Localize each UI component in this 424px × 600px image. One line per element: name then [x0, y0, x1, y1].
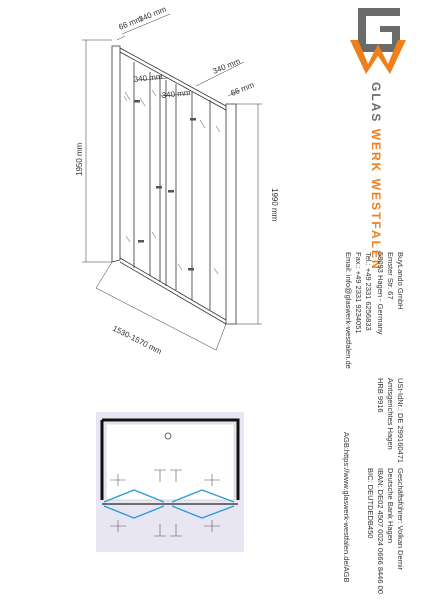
address-line-6: Email: info@glaswerk-westfalen.de [344, 252, 353, 369]
left-wall-profile [112, 46, 120, 262]
bank-line-4: BIC: DEUTDEDB450 [366, 468, 375, 539]
logo-g-shape [358, 8, 400, 52]
dim-right-panel: 340 mm [211, 56, 242, 76]
dim-mid-panel-b: 340 mm [161, 88, 191, 100]
dim-total-width: 1530-1570 mm [111, 323, 164, 357]
svg-text:GLAS WERK WESTFALEN [369, 82, 383, 271]
hinge-marks [134, 100, 196, 271]
address-line-1: BuyLando GmbH [396, 252, 405, 310]
dim-height-left: 1950 mm [75, 142, 84, 176]
top-view-inset [96, 412, 244, 552]
bank-line-3: IBAN: DE02 4507 0024 0666 8446 00 [376, 468, 385, 594]
dim-top-panel: 340 mm [137, 4, 168, 24]
agb-link[interactable]: AGB:https://www.glaswerk-westfalen.de/AGB [342, 432, 351, 583]
legal-line-3: HRB 9916 [376, 378, 385, 413]
dimension-labels [75, 5, 279, 357]
bank-line-2: Deutsche Bank Hagen [386, 468, 395, 544]
dim-left-edge: 66 mm [117, 14, 144, 32]
right-wall-profile [226, 104, 236, 324]
glaswerk-logo [350, 8, 406, 271]
address-line-3: 58093 Hagen - Germany [376, 252, 385, 335]
company-bank-block [366, 468, 405, 594]
brand-werk: WERK WESTFALEN [369, 128, 383, 271]
glass-reflections [124, 90, 220, 274]
logo-w-shape [350, 40, 406, 74]
address-line-2: Emster Str. 67 [386, 252, 395, 300]
dim-height-right: 1990 mm [270, 188, 279, 222]
address-line-4: Tel.: +49 2331 6256833 [364, 252, 373, 331]
legal-line-1: USt-IdNr.: DE 299160471 [396, 378, 405, 464]
dim-right-edge: 66 mm [229, 80, 256, 98]
brand-glas: GLAS [369, 82, 383, 124]
bank-line-1: Geschäftsführer: Volkan Demir [396, 468, 405, 571]
dim-mid-panel-a: 340 mm [133, 72, 163, 84]
address-line-5: Fax.: +49 2331 9234051 [354, 252, 363, 334]
legal-line-2: Amtsgerichtes Hagen [386, 378, 395, 450]
company-legal-block [376, 378, 405, 463]
